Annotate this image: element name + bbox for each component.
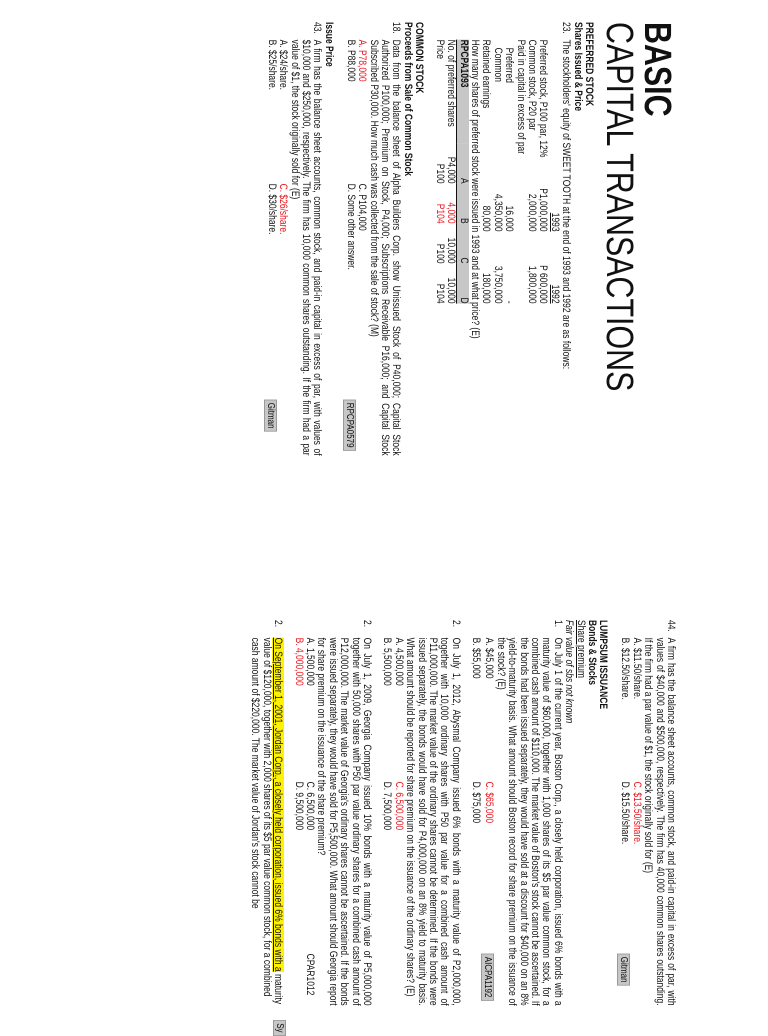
row-value	[514, 232, 525, 304]
row-value: 2,000,000	[525, 193, 538, 232]
q23-number: 23.	[560, 22, 573, 34]
q1-choice-a: A. $45,000	[483, 637, 496, 679]
row-label: Preferred	[503, 47, 516, 83]
q2b-choice-a: A. 1,500,000	[304, 637, 317, 686]
choice-value: P100	[433, 243, 446, 264]
title-line1: BASIC	[636, 22, 678, 117]
q2b-number: 2.	[361, 620, 374, 628]
q23-question: How many shares of preferred stock were issued in 1993 and at what price? (E)	[468, 39, 481, 339]
q2c-body	[249, 638, 283, 1006]
q18-choice-c: C. P104,000	[356, 183, 369, 231]
q2a-choice-a: A. 4,500,000	[392, 637, 405, 686]
choice-head: C	[457, 257, 470, 264]
q2b-choices-row1	[304, 638, 315, 1016]
row-label: Common stock, P20 par	[525, 39, 538, 131]
q1-choice-c: C. $65,000	[483, 781, 496, 824]
q44-stem	[642, 620, 676, 1016]
row-label: Price	[433, 39, 446, 59]
q2c-text: maturity value of $120,000, together with 2,000 shares of its $5 par value common stock, for a combined cash amount of $220,000. The market value of Jordan's stock cannot be	[249, 637, 285, 1005]
q23-ref: RPCPA1093	[457, 39, 470, 88]
q2b-choice-d: D. 9,500,000	[292, 781, 305, 831]
q1-choices-row1	[481, 638, 494, 1016]
q18-ref-badge: RPCPA0579	[343, 400, 356, 451]
q44-choices-row1	[630, 638, 641, 1016]
q44-number: 44.	[665, 620, 677, 632]
choice-value: P100	[433, 163, 446, 184]
table-row	[433, 40, 444, 304]
q2c-ref-badge: Sy	[273, 1020, 286, 1036]
q2a-stem	[404, 620, 461, 1016]
q23-stem	[560, 22, 571, 466]
q2c-number: 2.	[272, 620, 285, 628]
common-subheading: Proceeds from Sale of Common Stock	[401, 22, 414, 176]
q2a-choices-row2	[381, 638, 392, 1016]
choice-head: B	[457, 217, 470, 224]
q44-choice-d: D. $15.50/share.	[619, 781, 632, 845]
q1-choice-b: B. $55,000	[470, 637, 483, 679]
row-value: P 600,000	[537, 265, 550, 304]
row-label: Common	[491, 47, 504, 82]
q43-choice-b: B. $25/share.	[265, 39, 278, 91]
q44-ref-badge: Gitman	[617, 954, 630, 986]
table-row	[514, 40, 525, 304]
q44-choice-a: A. $11.50/share.	[630, 637, 643, 700]
q1-ref-badge: AICPA1192	[481, 954, 494, 1001]
q43-choice-a: A. $24/share.	[277, 39, 290, 91]
q43-text: A firm has the balance sheet accounts, common stock, and paid-in capital in excess of par, with values of $10,000 and $250,000, respectively. The firm has 10,000 common shares outstanding. If the firm had a par value of $1, the stock originally sold for (E)	[288, 39, 324, 456]
q2a-text: On July 1, 2012, Abysmal Company issued 6% bonds with a maturity value of P2,000,000, together with 10,000 ordinary shares with P50 par value for a combined cash amount of P11,000,000. The market value of the ordinary shares cannot be determined. If the bonds were issued separately, the bonds would have sold for P4,000,000 on an 8% yield to maturity basis. What amount should be reported for share premium on the issuance of the ordinary shares? (E)	[404, 637, 462, 1006]
q2b-ref: CPAR1012	[304, 953, 317, 996]
q43-choices-row1	[277, 40, 288, 466]
choice-head: D	[457, 297, 470, 304]
row-label: Paid in capital in excess of par	[514, 39, 527, 155]
q44-choices-row2	[617, 638, 630, 1016]
preferred-section-heading: PREFERRED STOCK	[583, 22, 595, 107]
q43-stem	[288, 22, 322, 466]
row-value	[514, 160, 525, 232]
row-label: Retained earnings	[480, 39, 493, 109]
q18-choices-row2	[343, 40, 356, 466]
bonds-stocks-heading: Bonds & Stocks	[585, 620, 598, 685]
q1-text: On July 1 of the current year, Boston Corp., a closely held corporation, issued 6% bonds with a maturity value of $60,000, together with 1,000 shares of its $5 par value common stock, for a combined cash amount of $110,000. The market value of Boston's stock cannot be ascertained. If the bonds had been issued separately, they would have sold at a discount for $40,000 on an 8% yield-to-maturity basis. What amount should Boston record for share premium on the issuance of the stock? (E)	[494, 637, 564, 1006]
choice-value: 10,000	[445, 237, 458, 264]
title-line2: CAPITAL TRANSACTIONS	[598, 22, 640, 392]
q1-choices-row2	[470, 638, 481, 1016]
row-label: Preferred stock, P100 par, 12%	[537, 39, 550, 158]
q23-choices-table	[433, 40, 468, 304]
row-label: No. of preferred shares	[445, 39, 458, 127]
row-value: 4,350,000	[491, 193, 504, 232]
equity-table	[480, 40, 560, 304]
row-value: 16,000	[503, 205, 516, 232]
q2a-choice-d: D. 7,500,000	[381, 781, 394, 831]
q2a-choice-c: C. 6,500,000	[392, 781, 405, 831]
answer-value: P104	[433, 203, 446, 224]
q2b-choice-c: C. 6,500,000	[304, 781, 317, 831]
lumpsum-heading: LUMPSUM ISSUANCE	[597, 620, 610, 709]
left-column	[264, 22, 676, 466]
right-column	[249, 620, 677, 1033]
table-row	[537, 40, 548, 304]
q1-choice-d: D. $75,000	[470, 781, 483, 824]
q2c-stem	[249, 620, 283, 1016]
q43-choice-d: D. $30/share.	[265, 183, 278, 235]
q44-choice-b: B. $12.50/share.	[619, 637, 632, 700]
q2b-choices-row2	[292, 638, 303, 1016]
q18-text: Data from the balance sheet of Alpha Builders Corp. show Unissued Stock of P40,000; Capital Stock Authorized P100,000; Premium on Stock, P4,000; Subscriptions Receivable P16,000; and Capital Stock Subscribed P30,000. How much cash was collected from the sale of stock? (M)	[367, 39, 403, 456]
q43-choice-c: C. $26/share.	[277, 183, 290, 235]
year-1992: 1992	[548, 284, 561, 304]
q43-number: 43.	[311, 22, 324, 34]
row-value: 80,000	[480, 205, 493, 232]
q2a-choice-b: B. 5,500,000	[381, 637, 394, 686]
common-section-heading: COMMON STOCK	[413, 22, 426, 94]
q44-text: A firm has the balance sheet accounts, common stock, and paid-in capital in excess of par, with values of $40,000 and $500,000, respectively. The firm has 40,000 common shares outstanding. If the firm had a par value of $1, the stock originally sold for (E)	[642, 637, 677, 1006]
issue-price-heading: Issue Price	[322, 22, 335, 67]
q18-choices-row1	[356, 40, 367, 466]
q18-choice-d: D. Some other answer.	[344, 183, 357, 270]
row-value: 3,750,000	[491, 265, 504, 304]
q18-choice-a: A. P78,000	[356, 39, 369, 82]
preferred-subheading: Shares Issued & Price	[571, 22, 584, 112]
row-value: P1,000,000	[537, 188, 550, 232]
row-value: 1,800,000	[525, 265, 538, 304]
q2a-choices-row1	[392, 638, 403, 1016]
q2b-choice-b: B. 4,000,000	[292, 637, 305, 686]
table-row	[480, 40, 491, 304]
q44-choice-c: C. $13.50/share.	[630, 781, 643, 845]
q2b-stem	[315, 620, 372, 1016]
q23-text: The stockholders' equity of SWEET TOOTH at the end of 1993 and 1992 are as follows:	[560, 39, 573, 370]
year-1993: 1993	[548, 212, 561, 232]
q18-choice-b: B. P88,000	[344, 39, 357, 82]
q43-ref-badge: Gitman	[264, 400, 277, 432]
table-row	[526, 40, 537, 304]
table-row	[445, 40, 457, 304]
row-value: -	[503, 300, 516, 304]
q1-number: 1.	[551, 620, 564, 628]
q2a-number: 2.	[449, 620, 462, 628]
table-row	[491, 40, 502, 304]
q1-stem	[494, 620, 562, 1016]
row-value: 180,000	[480, 272, 493, 304]
share-premium-label: Share premium	[574, 620, 587, 678]
choice-value: P4,000	[445, 156, 458, 184]
choice-head: A	[457, 177, 470, 184]
q2c-highlighted-text: On September 1, 2001, Jordan Corp., a closely held corporation, issued 6% bonds with a	[272, 637, 285, 972]
choice-value: P104	[433, 283, 446, 304]
q18-stem	[367, 22, 401, 466]
table-row	[503, 40, 514, 304]
fair-value-note: Fair value of sbs not known	[563, 620, 576, 724]
q18-number: 18.	[390, 22, 403, 34]
choice-value: 10,000	[445, 277, 458, 304]
q43-choices-row2	[264, 40, 277, 466]
answer-value: 4,000	[445, 202, 458, 224]
q2b-text: On July 1, 2009, Georgia Company issued 10% bonds with a maturity value of P5,000,000 together with 50,000 shares with P50 par value ordinary shares for a combined cash amount of P12,000,000. The market value of Georgia's ordinary shares cannot be ascertained. If the bonds were issued separately, they would have sold for P5,500,000. What amount should Georgia report for share premium on the issuance of the share premium?	[315, 637, 374, 1006]
rotated-page	[116, 0, 678, 1033]
